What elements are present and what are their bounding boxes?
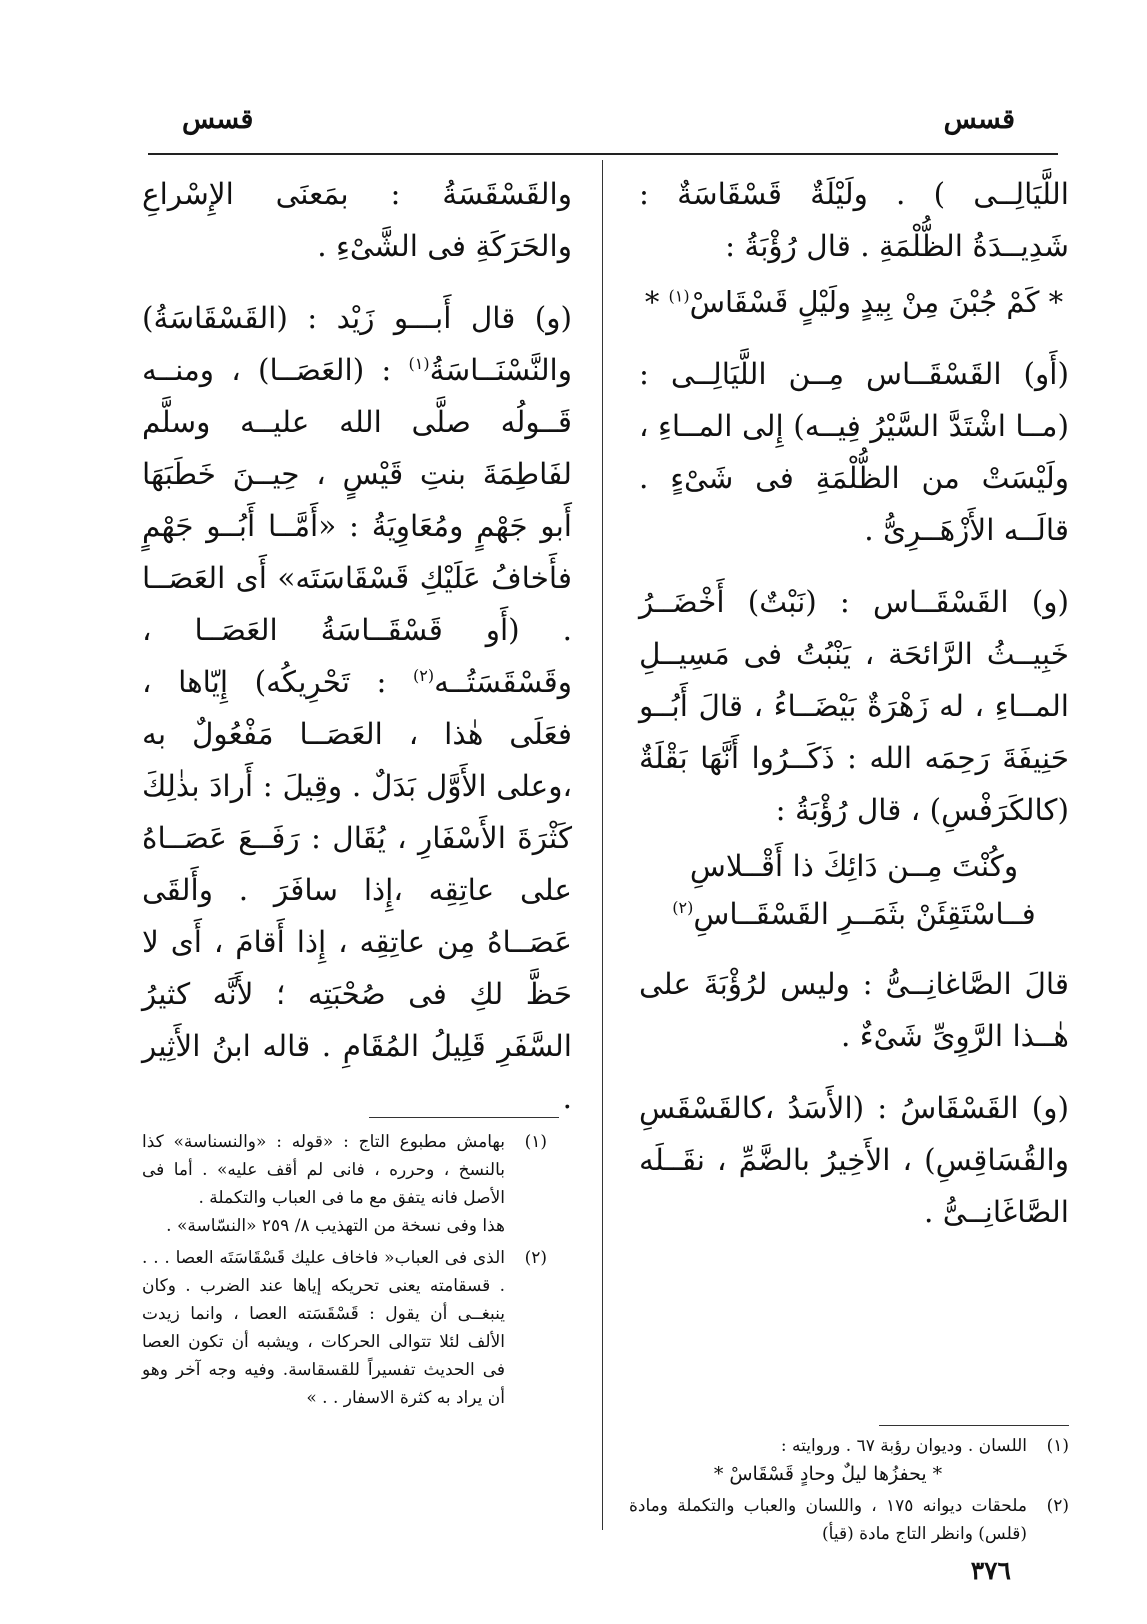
footnote-number: (١) (1046, 1436, 1069, 1456)
footnote (629, 1432, 1069, 1488)
footnote-text-extra: هذا وفى نسخة من التهذيب ٨/ ٢٥٩ «النسّاسة» . (166, 1216, 505, 1236)
paragraph-composite (142, 292, 572, 1124)
paragraph: (أَو) القَسْقَــاس مِــن اللَّيَالِــى : (مــا اشْتَدَّ السَّيْرُ فِيــه) إِلى المــاءِ ، ولَيْسَتْ من الظُّلْمَةِ فى شَىْءٍ . قالَــه الأَزْهَــرِىُّ . (639, 357, 1069, 547)
footnote-ref: (١) (668, 286, 690, 306)
paragraph: (و) القَسْقَاسُ : (الأَسَدُ ،كالقَسْقَسِ والقُسَاقِسِ) ، الأَخِيرُ بالضَّمِّ ، نقَــلَه الصَّاغَانِــىُّ . (639, 1091, 1069, 1229)
footnotes-right (629, 1432, 1069, 1552)
running-header-right: قسس (943, 104, 1015, 135)
footnote-text: بهامش مطبوع التاج : «قوله : «والنسناسة» كذا بالنسخ ، وحرره ، فانى لم أقف عليه» . أما فى الأصل فانه يتفق مع ما فى العباب والتكملة . (142, 1132, 505, 1208)
paragraph: اللَّيَالِــى ) . ولَيْلَةٌ قَسْقَاسَةٌ : شَدِيــدَةُ الظُّلْمَةِ . قال رُؤْبَةُ : (639, 177, 1069, 263)
paragraph-text: : تَحْرِيكُه) إِيّاها ، فعَلَى هٰذا ، العَصَــا مَفْعُولٌ به ،وعلى الأَوَّل بَدَلٌ . وقِيلَ : أَرادَ بذٰلِكَ كَثْرَةَ الأَسْفَارِ ، يُقَال : رَفَــعَ عَصَــاهُ على عاتِقِه ،إِذا سافَرَ . وأَلقَى عَصَــاهُ مِن عاتِقِه ، إِذا أَقامَ ، أَى لا حَظَّ لكِ فى صُحْبَتِه ؛ لأَنَّه كثيرُ السَّفَرِ قَلِيلُ المُقَامِ . قاله ابنُ الأَثِير . (142, 665, 572, 1115)
footnote (629, 1492, 1069, 1548)
footnotes-left (142, 1128, 547, 1416)
poem-line: وكُنْتَ مِــن دَائِكَ ذا أَقْــلاسِ (689, 849, 1019, 883)
poem (639, 842, 1069, 938)
footnote-rule (369, 1117, 559, 1118)
column-divider (602, 160, 603, 1530)
poem-line-2 (639, 890, 1069, 938)
footnote-number: (٢) (524, 1248, 547, 1268)
verse-line (639, 276, 1069, 328)
page-number: ٣٧٦ (970, 1556, 1011, 1585)
header-rule (148, 153, 1058, 155)
left-column (142, 168, 572, 1144)
right-column (639, 168, 1069, 1258)
paragraph: والقَسْقَسَةُ : بمَعنَى الإِسْراعِ والحَرَكَةِ فى الشَّىْءِ . (142, 177, 572, 263)
footnote-ref: (٢) (672, 898, 694, 918)
paragraph: (و) القَسْقَــاس : (نَبْتٌ) أَخْضَــرُ خَبِيــثُ الرَّائحَة ، يَنْبُتُ فى مَسِيــلِ المــاءِ ، له زَهْرَةٌ بَيْضَــاءُ ، قالَ أَبُــو حَنِيفَةَ رَحِمَه الله : ذَكَــرُوا أَنَّهَا بَقْلَةٌ (كالكَرَفْسِ) ، قال رُؤْبَةُ : (639, 585, 1069, 827)
footnote-text: الذى فى العباب« فاخاف عليك قَسْقَاسَتَه العصا . . . . قسقامته يعنى تحريكه إياها عند الضرب . وكان ينبغــى أن يقول : قَسْقَسَته العصا ، وانما زيدت الألف لئلا تتوالى الحركات ، ويشبه أن تكون العصا فى الحديث تفسيراً للقسقاسة. وفيه وجه آخر وهو أن يراد به كثرة الاسفار . . » (142, 1248, 505, 1408)
paragraph-text: (و) قال أَبـــو زَيْد : (القَسْقَاسَةُ) والنَّسْنَــاسَةُ (142, 301, 572, 387)
poem-line-text: فــاسْتَقِئَنْ بثَمَــرِ القَسْقَــاسِ (693, 897, 1036, 931)
paragraph-text: : (العَصَــا) ، ومنــه قَــولُه صلَّى الله عليــه وسلَّم لفَاطِمَةَ بنتِ قَيْسٍ ، حِيــنَ خَطَبَهَا أَبو جَهْمٍ ومُعَاوِيَةُ : «أَمَّــا أَبُــو جَهْمٍ فأَخافُ عَلَيْكِ قَسْقَاسَتَه» أَى العَصَــا . (أَو قَسْقَــاسَةُ العَصَــا ، وقَسْقَسَتُــه (142, 353, 572, 699)
footnote-number: (١) (524, 1132, 547, 1152)
footnote-ref: (٢) (412, 666, 435, 686)
paragraph: قالَ الصَّاغانِــىُّ : وليس لرُؤْبَةَ على هٰــذا الرَّوِىِّ شَىْءٌ . (639, 967, 1069, 1053)
footnote-rule (879, 1425, 1069, 1426)
verse-text: * كَمْ جُبْنَ مِنْ بِيدٍ ولَيْلٍ قَسْقَاسْ (689, 285, 1064, 319)
footnote-text: ملحقات ديوانه ١٧٥ ، واللسان والعباب والتكملة ومادة (قلس) وانظر التاج مادة (قيأ) (629, 1496, 1027, 1544)
footnote (142, 1128, 547, 1240)
running-header-left: قسس (182, 104, 254, 135)
footnote-number: (٢) (1046, 1496, 1069, 1516)
verse-end-mark: * (644, 285, 660, 319)
footnote-verse: * يحفزُها ليلٌ وحادٍ قَسْقَاسْ * (713, 1463, 943, 1485)
footnote (142, 1244, 547, 1412)
footnote-text: اللسان . وديوان رؤبة ٦٧ . وروايته : (780, 1436, 1027, 1456)
footnote-ref: (١) (408, 354, 430, 374)
